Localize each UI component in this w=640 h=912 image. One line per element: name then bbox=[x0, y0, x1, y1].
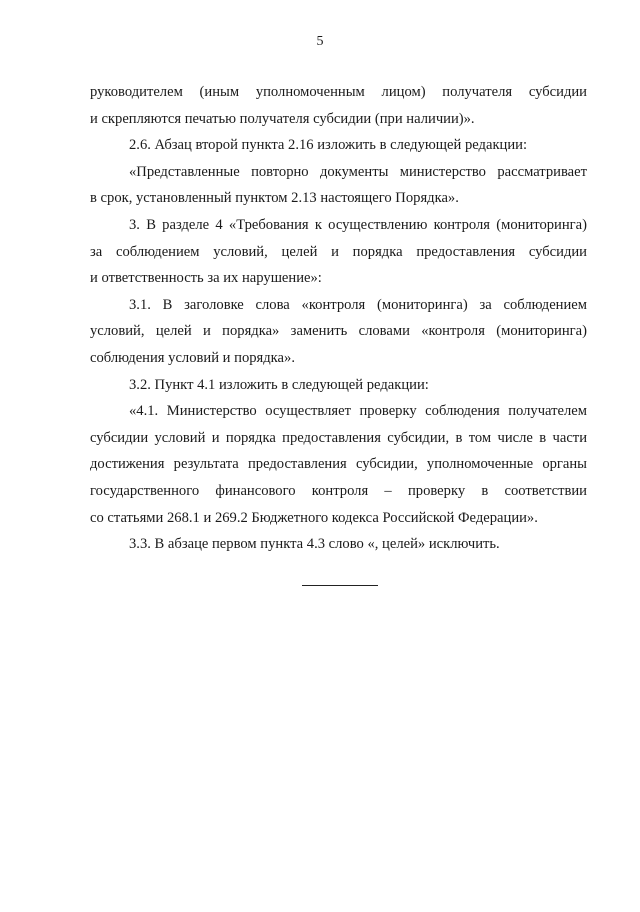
page-number: 5 bbox=[316, 34, 324, 49]
text-line: 3. В разделе 4 «Требования к осуществлению контроля (мониторинга) bbox=[129, 216, 587, 233]
document-body bbox=[90, 79, 587, 558]
text-line: «Представленные повторно документы министерство рассматривает bbox=[129, 163, 587, 180]
text-line: условий, целей и порядка» заменить словами «контроля (мониторинга) bbox=[90, 323, 587, 340]
text-line: достижения результата предоставления субсидии, уполномоченные органы bbox=[90, 456, 587, 473]
end-divider-line bbox=[302, 585, 378, 586]
text-line: соблюдения условий и порядка». bbox=[90, 349, 295, 366]
text-line: 3.1. В заголовке слова «контроля (мониторинга) за соблюдением bbox=[129, 296, 587, 313]
text-line: государственного финансового контроля – проверку в соответствии bbox=[90, 482, 587, 499]
text-line: в срок, установленный пунктом 2.13 настоящего Порядка». bbox=[90, 190, 459, 207]
text-line: со статьями 268.1 и 269.2 Бюджетного кодекса Российской Федерации». bbox=[90, 509, 538, 526]
text-line: за соблюдением условий, целей и порядка предоставления субсидии bbox=[90, 243, 587, 260]
text-line: 2.6. Абзац второй пункта 2.16 изложить в следующей редакции: bbox=[129, 137, 528, 154]
text-line: руководителем (иным уполномоченным лицом) получателя субсидии bbox=[90, 84, 587, 100]
text-line: субсидии условий и порядка предоставления субсидии, в том числе в части bbox=[90, 429, 587, 446]
text-line: «4.1. Министерство осуществляет проверку соблюдения получателем bbox=[129, 403, 587, 420]
text-line: 3.3. В абзаце первом пункта 4.3 слово «, целей» исключить. bbox=[129, 536, 500, 553]
text-line: 3.2. Пункт 4.1 изложить в следующей редакции: bbox=[129, 376, 429, 393]
text-line: и ответственность за их нарушение»: bbox=[90, 270, 322, 287]
text-line: и скрепляются печатью получателя субсидии (при наличии)». bbox=[90, 110, 475, 127]
